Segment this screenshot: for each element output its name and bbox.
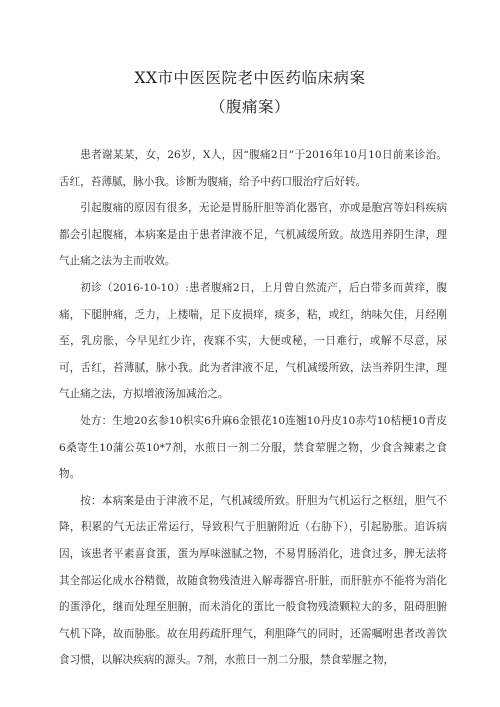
paragraph-patient-info: 患者谢某某，女，26岁，X人，因“腹痛2日”于2016年10月10日前来诊治。舌红，苔薄腻，脉小我。诊断为腹痛，给予中药口服治疗后好转。 [59,149,447,188]
paragraph-cause: 引起腹痛的原因有很多，无论是胃肠肝胆等消化器官，亦或是胞宫等妇科疾病都会引起腹痛，本病案是由于患者津液不足，气机减缓所致。故选用养阴生津，理气止痛之法为主而收效。 [59,202,447,268]
paragraph-first-visit: 初诊（2016-10-10）:患者腹痛2日，上月曾自然流产，后白带多而黄痒，腹痛，下腿肿痛，乏力，上楼喘，足下皮损痒，痰多，粘，或红，纳味欠佳，月经刚至，乳房胀，今早见红少许，夜寐不实，大便或秘，一日难行，或解不尽意，尿可，舌红，苔薄腻，脉小我。此为者津液不足，气机减缓所致，法当养阴生津，理气止痛之法，方拟增液汤加减治之。 [59,281,447,401]
paragraph-prescription: 处方：生地20玄参10枳实6升麻6金银花10连翘10丹皮10赤芍10桔梗10青皮6桑寄生10蒲公英10*7剂，水煎日一剂二分服，禁食荤腥之物，少食含辣素之食物。 [59,414,447,481]
document-body [59,142,447,674]
document-title: XX市中医医院老中医药临床病案 [134,69,366,87]
paragraph-commentary: 按：本病案是由于津液不足，气机减缓所致。肝胆为气机运行之枢纽，胆气不降，积累的气无法正常运行，导致积气于胆腑附近（右胁下），引起胁胀。追诉病因，该患者平素喜食蛋，蛋为厚味滋腻之物，不易胃肠消化，进食过多，脾无法将其全部运化成水谷精微，故随食物残渣进入解毒器官-肝脏，而肝脏亦不能将为消化的蛋淨化，继而处理至胆腑，而未消化的蛋比一般食物残渣颗粒大的多，阻碍胆腑气机下降，故而胁胀。故在用药疏肝理气，利胆降气的同时，还需嘱咐患者改善饮食习惯，以解决疾病的源头。7剂，水煎日一剂二分服，禁食荤腥之物， [59,494,447,667]
document-subtitle: （腹痛案） [209,98,290,116]
